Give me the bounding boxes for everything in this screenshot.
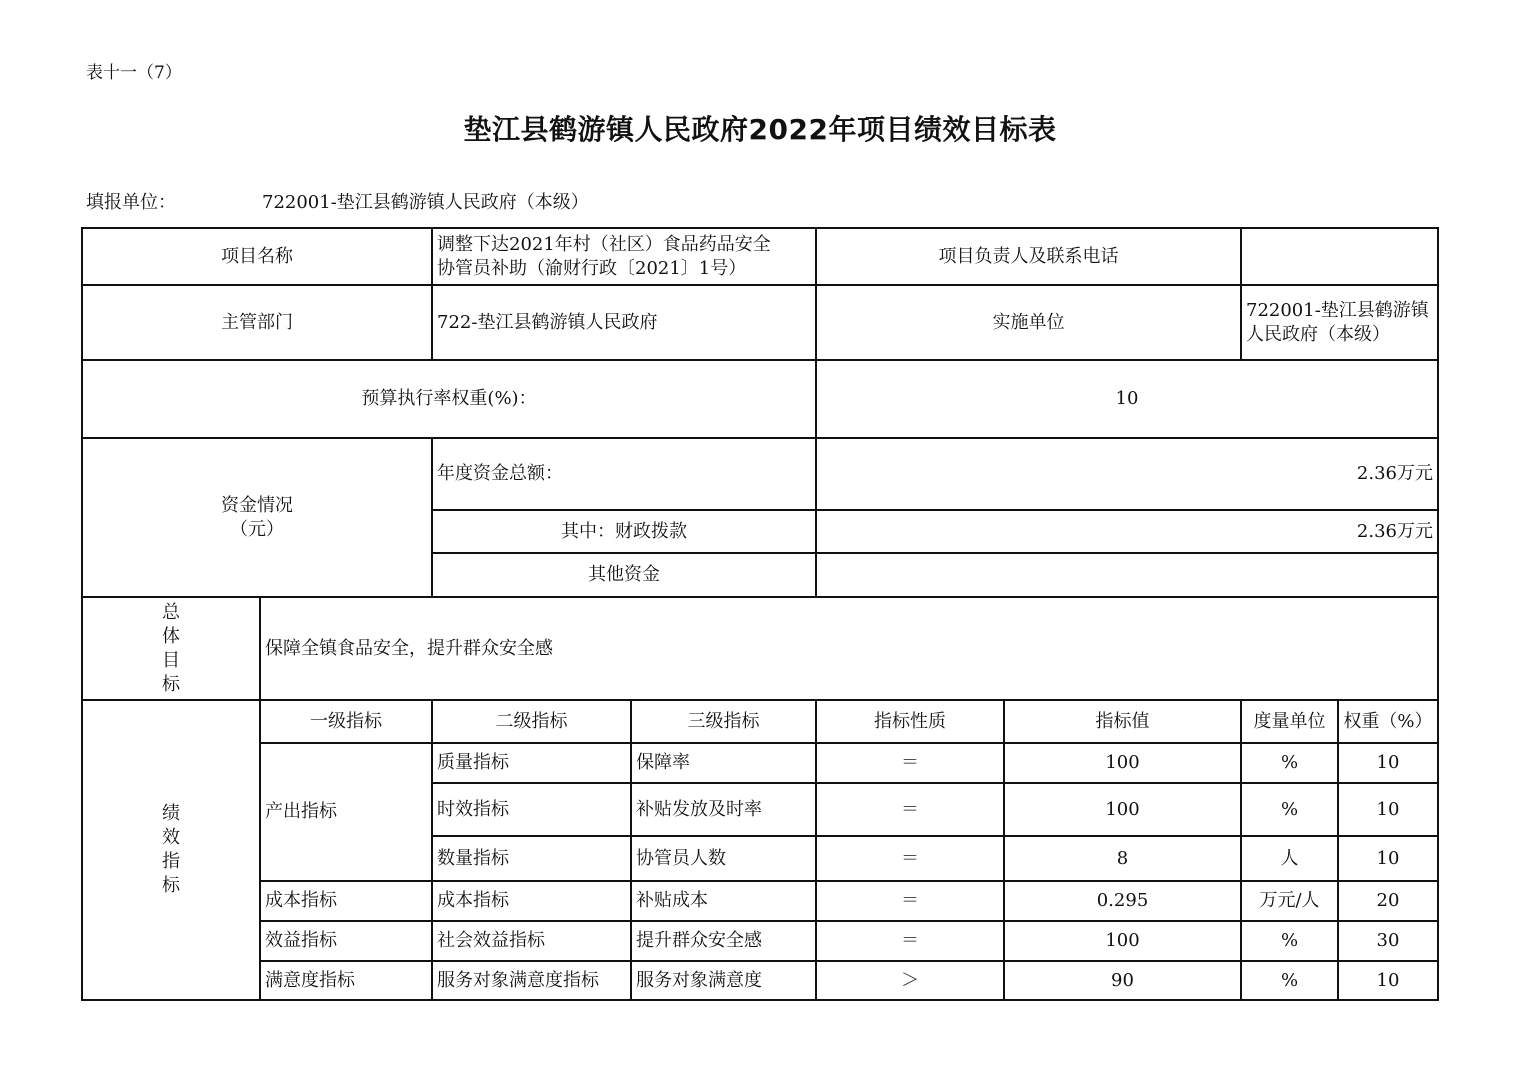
row-weight: 10 (1338, 783, 1438, 836)
row-level3: 提升群众安全感 (631, 921, 816, 961)
reporting-unit-value: 722001-垫江县鹤游镇人民政府（本级） (262, 192, 589, 213)
overall-goal-char: 目 (162, 649, 180, 671)
implementing-unit-line2: 人民政府（本级） (1246, 323, 1390, 345)
department-label: 主管部门 (82, 285, 432, 360)
funds-fiscal-label: 其中：财政拨款 (432, 510, 816, 553)
document-title: 垫江县鹤游镇人民政府2022年项目绩效目标表 (463, 113, 1057, 146)
row-nature: ＝ (816, 881, 1004, 921)
project-name-line2: 协管员补助（渝财行政〔2021〕1号） (437, 257, 747, 279)
overall-goal-row (82, 597, 1438, 700)
row-nature: ＞ (816, 961, 1004, 1000)
funds-label-line2: （元） (230, 518, 284, 540)
header-nature: 指标性质 (816, 700, 1004, 743)
project-name-row (82, 228, 1438, 285)
indicators-char: 指 (162, 851, 180, 872)
row-nature: ＝ (816, 743, 1004, 783)
row-level3: 补贴成本 (631, 881, 816, 921)
row-level3: 保障率 (631, 743, 816, 783)
contact-label: 项目负责人及联系电话 (816, 228, 1241, 285)
funds-label (82, 438, 432, 597)
row-level3: 服务对象满意度 (631, 961, 816, 1000)
project-name-line1: 调整下达2021年村（社区）食品药品安全 (437, 233, 771, 255)
indicators-label (82, 700, 260, 1000)
row-nature: ＝ (816, 921, 1004, 961)
implementing-unit-line1: 722001-垫江县鹤游镇 (1246, 299, 1429, 321)
funds-other-label: 其他资金 (432, 553, 816, 597)
funds-total-label: 年度资金总额： (432, 438, 816, 510)
row-value: 90 (1004, 961, 1241, 1000)
overall-goal-char: 标 (162, 673, 180, 695)
table-row (82, 743, 1438, 783)
performance-target-table (81, 227, 1439, 1001)
row-level3: 补贴发放及时率 (631, 783, 816, 836)
overall-goal-char: 总 (162, 601, 180, 623)
overall-goal-char: 体 (162, 625, 180, 647)
indicators-char: 标 (162, 875, 180, 896)
header-level2: 二级指标 (432, 700, 631, 743)
row-weight: 20 (1338, 881, 1438, 921)
funds-other-value (816, 553, 1438, 597)
department-row (82, 285, 1438, 360)
row-nature: ＝ (816, 836, 1004, 881)
row-level2: 成本指标 (432, 881, 631, 921)
row-weight: 10 (1338, 743, 1438, 783)
row-value: 8 (1004, 836, 1241, 881)
table-reference: 表十一（7） (86, 63, 182, 83)
funds-total-value: 2.36万元 (816, 438, 1438, 510)
header-unit: 度量单位 (1241, 700, 1338, 743)
row-nature: ＝ (816, 783, 1004, 836)
row-level2: 时效指标 (432, 783, 631, 836)
row-level2: 社会效益指标 (432, 921, 631, 961)
row-value: 100 (1004, 783, 1241, 836)
row-unit: % (1241, 783, 1338, 836)
row-unit: % (1241, 743, 1338, 783)
group-cost: 成本指标 (260, 881, 432, 921)
project-name-label: 项目名称 (82, 228, 432, 285)
table-row (82, 881, 1438, 921)
row-weight: 10 (1338, 961, 1438, 1000)
budget-rate-label: 预算执行率权重(%)： (82, 360, 816, 438)
group-output: 产出指标 (260, 743, 432, 881)
overall-goal-text: 保障全镇食品安全，提升群众安全感 (260, 597, 1438, 700)
budget-rate-row (82, 360, 1438, 438)
row-weight: 30 (1338, 921, 1438, 961)
row-level2: 服务对象满意度指标 (432, 961, 631, 1000)
contact-value (1241, 228, 1438, 285)
indicators-char: 绩 (162, 803, 180, 824)
indicator-header-row (82, 700, 1438, 743)
row-unit: 人 (1241, 836, 1338, 881)
funds-label-line1: 资金情况 (221, 494, 293, 516)
header-weight: 权重（%） (1338, 700, 1438, 743)
row-unit: % (1241, 961, 1338, 1000)
row-value: 100 (1004, 921, 1241, 961)
row-weight: 10 (1338, 836, 1438, 881)
indicators-char: 效 (162, 827, 180, 848)
group-satisfaction: 满意度指标 (260, 961, 432, 1000)
department-value: 722-垫江县鹤游镇人民政府 (432, 285, 816, 360)
group-benefit: 效益指标 (260, 921, 432, 961)
overall-goal-label (82, 597, 260, 700)
row-level2: 数量指标 (432, 836, 631, 881)
header-level3: 三级指标 (631, 700, 816, 743)
reporting-unit-label: 填报单位： (86, 192, 176, 213)
reporting-unit (86, 188, 589, 214)
table-row (82, 961, 1438, 1000)
funds-fiscal-value: 2.36万元 (816, 510, 1438, 553)
funds-total-row (82, 438, 1438, 510)
implementing-unit-label: 实施单位 (816, 285, 1241, 360)
header-level1: 一级指标 (260, 700, 432, 743)
header-value: 指标值 (1004, 700, 1241, 743)
row-value: 0.295 (1004, 881, 1241, 921)
row-value: 100 (1004, 743, 1241, 783)
budget-rate-value: 10 (816, 360, 1438, 438)
implementing-unit-value (1241, 285, 1438, 360)
row-unit: % (1241, 921, 1338, 961)
table-row (82, 921, 1438, 961)
project-name-value (432, 228, 816, 285)
row-unit: 万元/人 (1241, 881, 1338, 921)
row-level3: 协管员人数 (631, 836, 816, 881)
row-level2: 质量指标 (432, 743, 631, 783)
